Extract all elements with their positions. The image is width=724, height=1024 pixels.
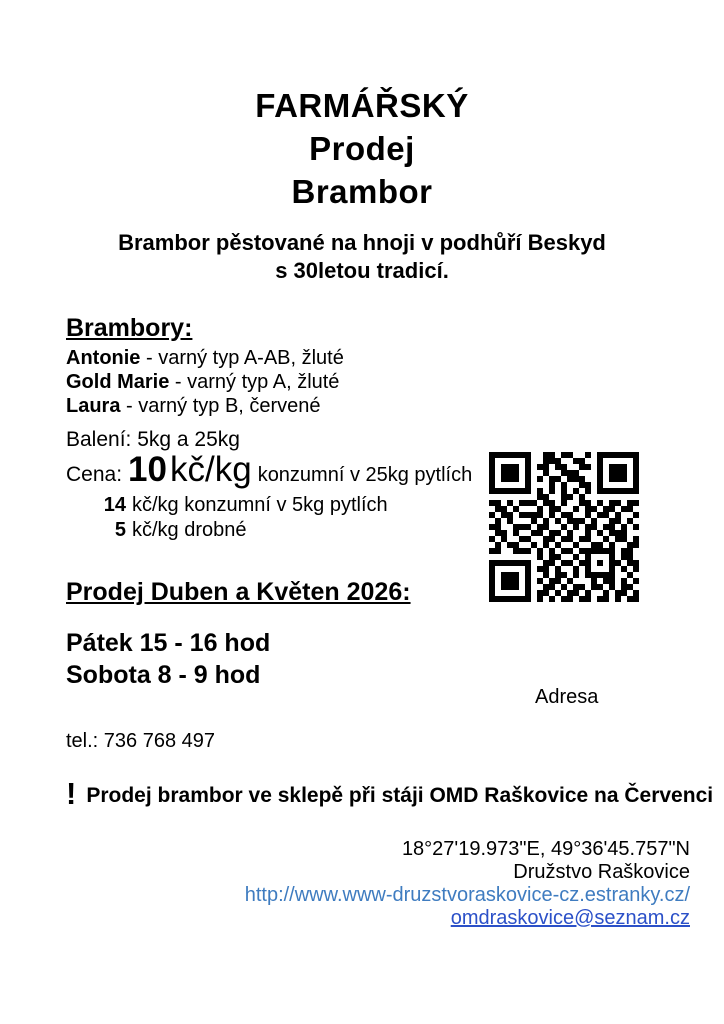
price-label: Cena: (66, 463, 123, 486)
gps-coordinates: 18°27'19.973"E, 49°36'45.757"N (401, 838, 690, 860)
footer-block (245, 838, 690, 930)
variety-name: Gold Marie (66, 371, 170, 393)
title-line-3: Brambor (291, 173, 433, 210)
notice-text: Prodej brambor ve sklepě při stáji OMD Raškovice na Červenci (86, 784, 714, 807)
email-link[interactable]: omdraskovice@seznam.cz (450, 907, 690, 929)
price-row (96, 493, 388, 518)
sale-time-saturday: Sobota 8 - 9 hod (66, 661, 261, 689)
variety-desc: - varný typ A, žluté (174, 371, 340, 393)
price-row-number: 5 (114, 519, 126, 541)
subtitle-line-1: Brambor pěstované na hnoji v podhůří Beskyd (118, 230, 606, 255)
organization-name: Družstvo Raškovice (513, 861, 690, 883)
subtitle-line-2: s 30letou tradicí. (275, 258, 449, 283)
varieties-list (66, 346, 344, 418)
notice-line (66, 776, 714, 812)
price-row (96, 518, 388, 543)
phone-line: tel.: 736 768 497 (66, 730, 216, 752)
title-line-1: FARMÁŘSKÝ (255, 87, 469, 124)
variety-name: Antonie (66, 347, 141, 369)
price-row-desc: kč/kg konzumní v 5kg pytlích (132, 494, 388, 516)
exclamation-left: ! (66, 776, 77, 811)
varieties-heading: Brambory: (66, 314, 193, 342)
price-row-number: 14 (103, 494, 126, 516)
packaging-line: Balení: 5kg a 25kg (66, 428, 240, 451)
variety-desc: - varný typ A-AB, žluté (146, 347, 344, 369)
qr-address-label: Adresa (535, 686, 599, 708)
sale-time-friday: Pátek 15 - 16 hod (66, 629, 271, 657)
variety-item (66, 394, 344, 418)
variety-desc: - varný typ B, červené (126, 395, 321, 417)
variety-item (66, 370, 344, 394)
price-main-unit: kč/kg (169, 450, 252, 489)
qr-code (489, 452, 639, 602)
website-link[interactable]: http://www.www-druzstvoraskovice-cz.estranky.cz/ (244, 884, 690, 906)
price-main-line (66, 450, 472, 490)
subtitle (0, 229, 724, 285)
variety-item (66, 346, 344, 370)
sale-heading: Prodej Duben a Květen 2026: (66, 578, 411, 606)
price-main-number: 10 (128, 450, 167, 489)
page-title (0, 84, 724, 213)
price-secondary-rows (96, 493, 388, 543)
title-line-2: Prodej (309, 130, 415, 167)
sale-times (66, 627, 270, 691)
price-main-desc: konzumní v 25kg pytlích (257, 464, 473, 486)
price-row-desc: kč/kg drobné (132, 519, 247, 541)
variety-name: Laura (66, 395, 121, 417)
